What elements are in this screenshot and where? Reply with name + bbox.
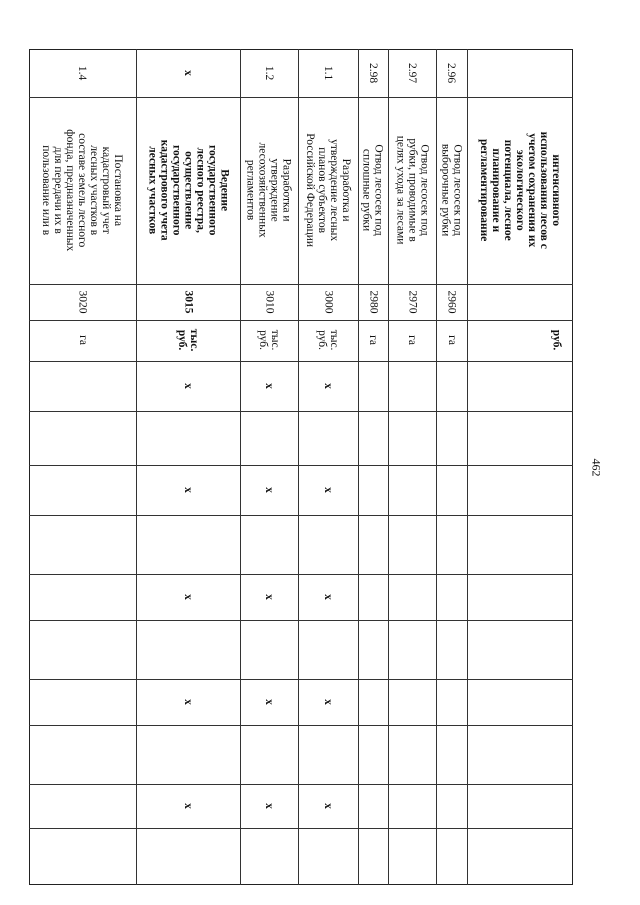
column-divider (29, 725, 573, 726)
row-name: Разработка и утверждение лесохозяйственных регламентов (244, 142, 294, 239)
cross-mark: x (182, 487, 195, 493)
row-line-code: 3020 (76, 290, 89, 314)
row-unit: га (367, 335, 380, 346)
row-name: Ведение государственного лесного реестра, осуществление государственного кадастрового учета лесных участков (145, 140, 231, 241)
row-unit: тыс. руб. (176, 329, 201, 352)
row-name: Отвод лесосек под сплошные рубки (361, 144, 386, 237)
row-line-code: 3000 (322, 290, 335, 314)
row-code: x (182, 70, 195, 76)
row-code: 1.4 (76, 65, 89, 81)
column-divider (29, 411, 573, 412)
column-divider (29, 828, 573, 829)
row-unit: га (76, 335, 89, 346)
row-code: 1.2 (263, 65, 276, 81)
row-name: Отвод лесосек под выборочные рубки (439, 144, 464, 237)
column-divider (29, 620, 573, 621)
row-unit: га (445, 335, 458, 346)
row-name: Разработка и утверждение лесных планов субъектов Российской Федерации (303, 133, 353, 248)
cross-mark: x (322, 803, 335, 809)
cross-mark: x (182, 383, 195, 389)
row-unit: тыс. руб. (316, 330, 341, 351)
row-name: Отвод лесосек под рубки, проводимые в целях ухода за лесами (393, 136, 431, 245)
cross-mark: x (322, 383, 335, 389)
row-code: 2.97 (406, 62, 419, 84)
row-unit: га (406, 335, 419, 346)
column-divider (29, 515, 573, 516)
cross-mark: x (263, 699, 276, 705)
cross-mark: x (322, 699, 335, 705)
row-line-code: 3010 (263, 290, 276, 314)
row-unit: руб. (550, 330, 563, 351)
cross-mark: x (182, 699, 195, 705)
row-code: 2.96 (445, 62, 458, 84)
cross-mark: x (322, 487, 335, 493)
cross-mark: x (322, 594, 335, 600)
cross-mark: x (263, 803, 276, 809)
cross-mark: x (263, 594, 276, 600)
row-name: интенсивного использования лесов с учетом сохранения их экологического потенциала, лесное планирование и регламентирование (477, 131, 563, 250)
row-name: Постановка на кадастровый учет лесных участков в составе земель лесного фонда, предназначенных для передачи их в пользование или в (40, 129, 125, 252)
row-line-code: 3015 (182, 290, 195, 314)
row-code: 2.98 (367, 62, 380, 84)
page-number: 462 (589, 458, 604, 476)
row-line-code: 2960 (445, 290, 458, 314)
row-unit: тыс. руб. (257, 330, 282, 351)
cross-mark: x (182, 803, 195, 809)
cross-mark: x (263, 487, 276, 493)
row-line-code: 2980 (367, 290, 380, 314)
row-code: 1.1 (322, 65, 335, 81)
cross-mark: x (182, 594, 195, 600)
cross-mark: x (263, 383, 276, 389)
row-line-code: 2970 (406, 290, 419, 314)
